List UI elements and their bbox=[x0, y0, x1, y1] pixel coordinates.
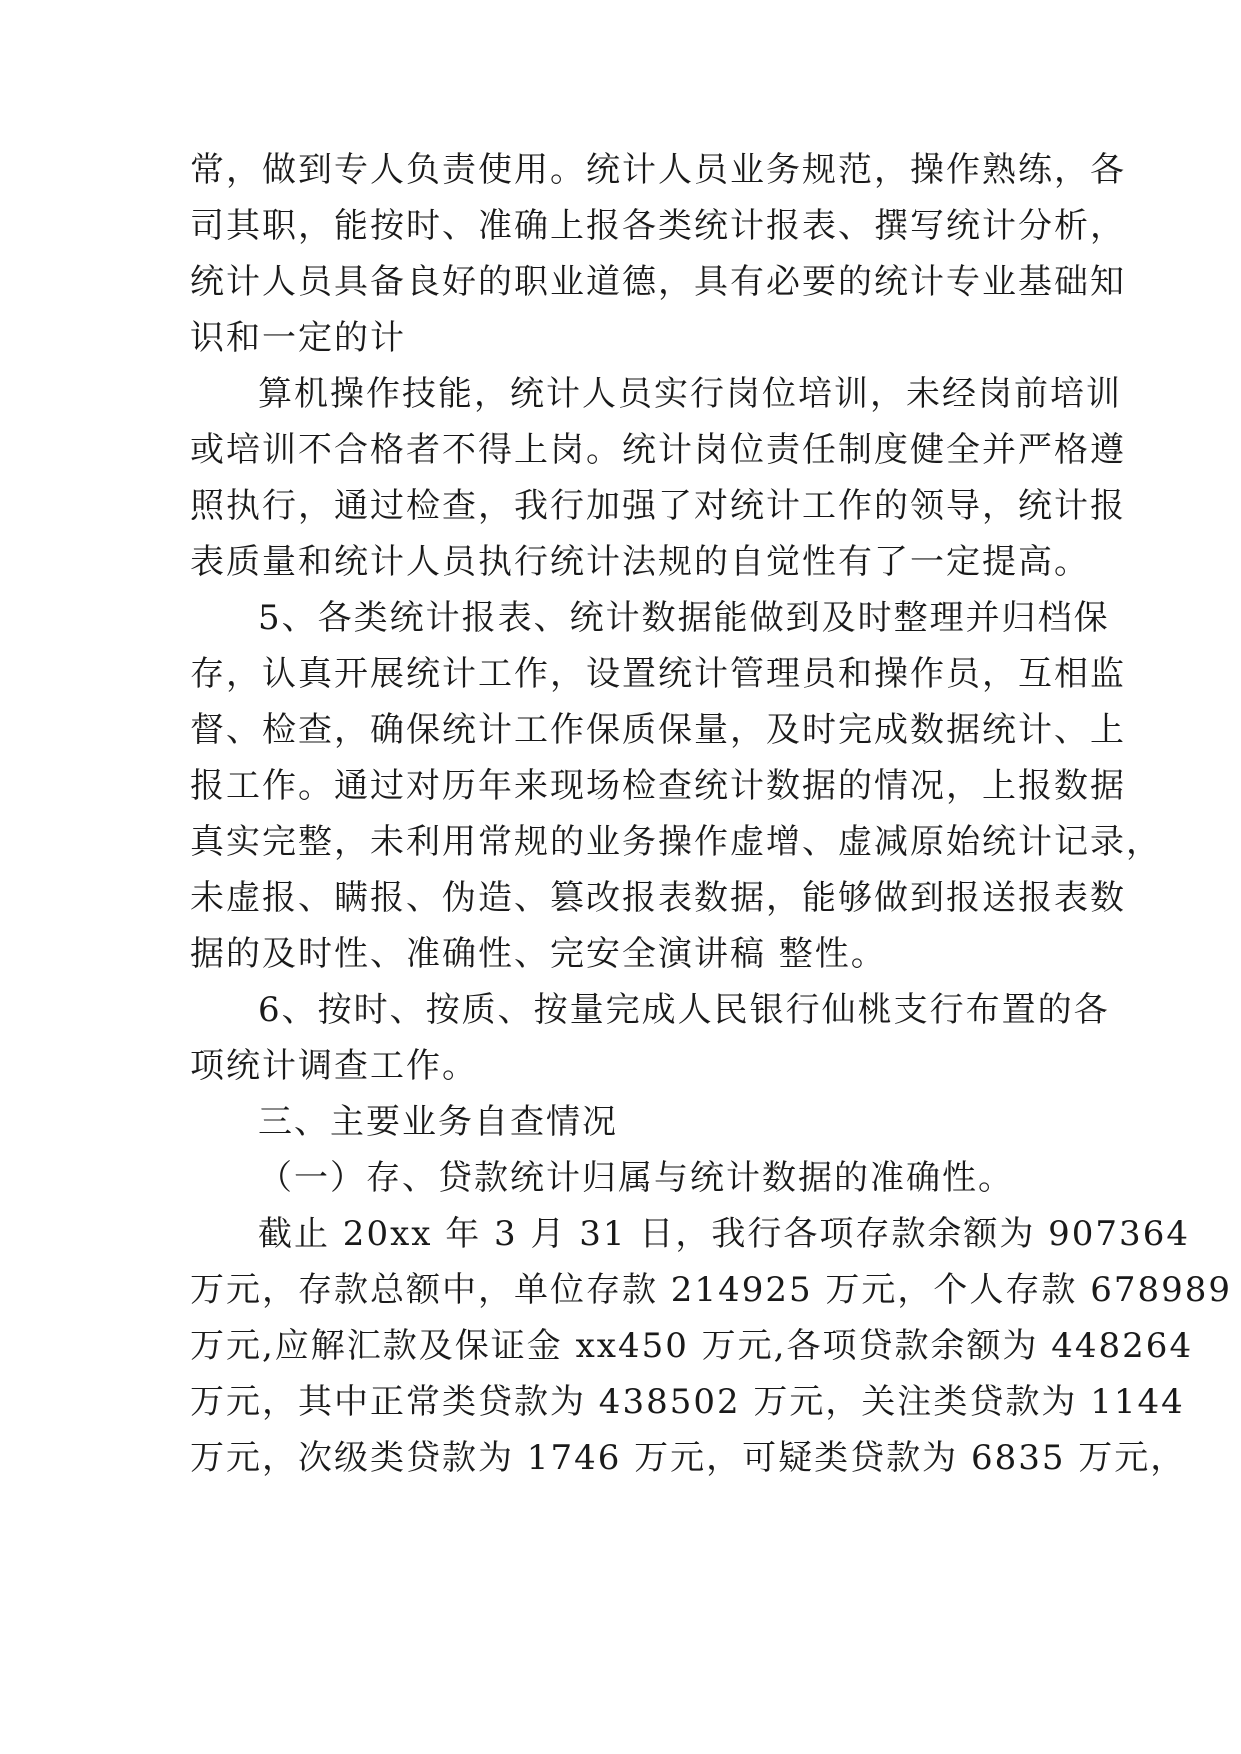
paragraph-line: 督、检查，确保统计工作保质保量，及时完成数据统计、上 bbox=[190, 710, 1126, 750]
paragraph-line: 司其职，能按时、准确上报各类统计报表、撰写统计分析， bbox=[190, 206, 1126, 246]
paragraph-line: 万元，存款总额中，单位存款 214925 万元，个人存款 678989 bbox=[190, 1270, 1233, 1310]
paragraph-line: 常，做到专人负责使用。统计人员业务规范，操作熟练，各 bbox=[190, 150, 1126, 190]
paragraph-line: 识和一定的计 bbox=[190, 318, 406, 358]
paragraph-line: 据的及时性、准确性、完安全演讲稿 整性。 bbox=[190, 934, 887, 974]
paragraph-line: 算机操作技能，统计人员实行岗位培训，未经岗前培训 bbox=[258, 374, 1122, 414]
subsection-heading: （一）存、贷款统计归属与统计数据的准确性。 bbox=[258, 1158, 1014, 1198]
paragraph-line: 截止 20xx 年 3 月 31 日，我行各项存款余额为 907364 bbox=[258, 1214, 1190, 1254]
paragraph-line: 万元,应解汇款及保证金 xx450 万元,各项贷款余额为 448264 bbox=[190, 1326, 1194, 1366]
paragraph-line: 项统计调查工作。 bbox=[190, 1046, 478, 1086]
section-heading: 三、主要业务自查情况 bbox=[258, 1102, 618, 1142]
paragraph-line: 报工作。通过对历年来现场检查统计数据的情况，上报数据 bbox=[190, 766, 1126, 806]
paragraph-line: 万元，次级类贷款为 1746 万元，可疑类贷款为 6835 万元， bbox=[190, 1438, 1187, 1478]
paragraph-line: 存，认真开展统计工作，设置统计管理员和操作员，互相监 bbox=[190, 654, 1126, 694]
paragraph-line: 万元，其中正常类贷款为 438502 万元，关注类贷款为 1144 bbox=[190, 1382, 1185, 1422]
paragraph-line: 真实完整，未利用常规的业务操作虚增、虚减原始统计记录， bbox=[190, 822, 1162, 862]
paragraph-line: 统计人员具备良好的职业道德，具有必要的统计专业基础知 bbox=[190, 262, 1126, 302]
paragraph-line: 5、各类统计报表、统计数据能做到及时整理并归档保 bbox=[258, 598, 1110, 638]
paragraph-line: 或培训不合格者不得上岗。统计岗位责任制度健全并严格遵 bbox=[190, 430, 1126, 470]
paragraph-line: 照执行，通过检查，我行加强了对统计工作的领导，统计报 bbox=[190, 486, 1126, 526]
paragraph-line: 未虚报、瞒报、伪造、篡改报表数据，能够做到报送报表数 bbox=[190, 878, 1126, 918]
paragraph-line: 6、按时、按质、按量完成人民银行仙桃支行布置的各 bbox=[258, 990, 1110, 1030]
paragraph-line: 表质量和统计人员执行统计法规的自觉性有了一定提高。 bbox=[190, 542, 1090, 582]
